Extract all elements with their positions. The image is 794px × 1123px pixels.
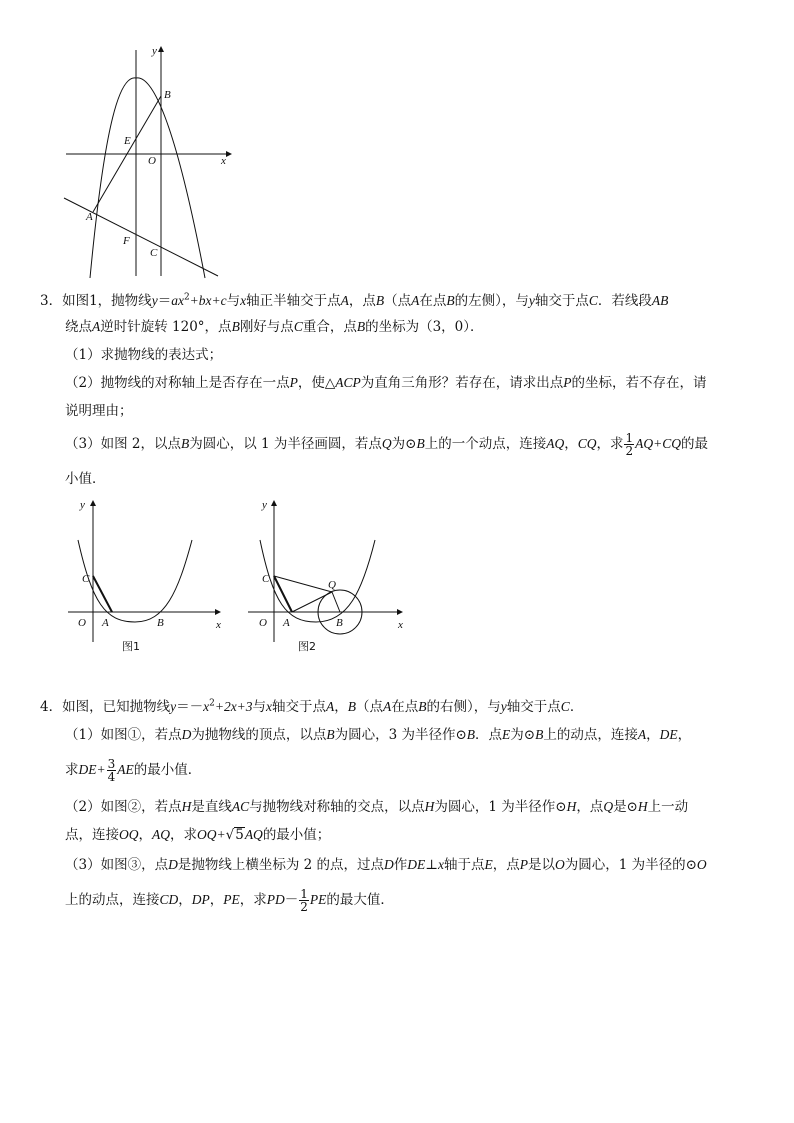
q3-line-2: 绕点A逆时针旋转 120°，点B刚好与点C重合，点B的坐标为（3，0）． <box>65 319 484 335</box>
label-e: E <box>124 135 131 147</box>
fraction-one-half-b: $\frac{1}{2}$ <box>300 887 308 914</box>
fig2-label-b: B <box>336 617 343 629</box>
q3-part-1: （1）求抛物线的表达式； <box>65 347 223 363</box>
fig2-label-c: C <box>262 573 270 585</box>
fraction-one-half: $\frac{1}{2}$ <box>625 431 634 458</box>
q4-part-2-line-2: 点，连接OQ，AQ，求OQ+√5AQ的最小值； <box>65 827 331 843</box>
fig2-y-arrow <box>271 500 277 506</box>
label-y: y <box>152 45 157 57</box>
q3-part-3-line-1: （3）如图 2，以点B为圆心，以 1 为半径画圆，若点Q为⊙B上的一个动点，连接AQ，CQ，求 $\frac{1}{2}$ AQ+CQ的最 <box>65 431 708 458</box>
fig2-label-x: x <box>398 619 403 631</box>
line-ac <box>64 198 218 276</box>
fig1-label-x: x <box>216 619 221 631</box>
fig2-label-a: A <box>283 617 290 629</box>
sqrt-five: 5 <box>235 827 244 843</box>
fig2-label-y: y <box>262 499 267 511</box>
q4-part-3-line-2: 上的动点，连接CD，DP，PE，求PD－ $\frac{1}{2}$ PE的最大值． <box>65 887 394 914</box>
q3-line-1: 3．如图1，抛物线$y=ax^2+bx+c$与x轴正半轴交于点A，点B（点A在点B的左侧），与y轴交于点C．若线段AB <box>40 292 669 309</box>
fig2-caption: 图2 <box>298 640 316 653</box>
fig1-caption: 图1 <box>122 640 140 653</box>
q4-part-1-line-2: 求DE+ $\frac{3}{4}$ AE的最小值． <box>65 757 202 784</box>
fig1-label-y: y <box>80 499 85 511</box>
q3-part-3-line-2: 小值． <box>65 471 106 487</box>
q3-part-2-line-1: （2）抛物线的对称轴上是否存在一点P，使△ACP为直角三角形？若存在，请求出点P的坐标，若不存在，请 <box>65 375 707 391</box>
q3-part-2-line-2: 说明理由； <box>65 403 133 419</box>
label-o: O <box>148 155 156 167</box>
fig2-segment-qb <box>332 592 340 612</box>
fig2-segment-cq <box>274 576 332 592</box>
q3-figure-2 <box>240 492 415 657</box>
fig2-label-q: Q <box>328 579 336 591</box>
x-axis-arrow <box>226 151 232 157</box>
label-f: F <box>123 235 130 247</box>
fig1-label-o: O <box>78 617 86 629</box>
fig2-segment-aq <box>292 592 332 612</box>
fig1-x-arrow <box>215 609 221 615</box>
q4-part-2-line-1: （2）如图②，若点H是直线AC与抛物线对称轴的交点，以点H为圆心，1 为半径作⊙H，点Q是⊙H上一动 <box>65 799 689 815</box>
q4-part-1-line-1: （1）如图①，若点D为抛物线的顶点，以点B为圆心，3 为半径作⊙B．点E为⊙B上的动点，连接A，DE， <box>65 727 692 743</box>
q3-figure-1 <box>60 492 230 657</box>
label-a: A <box>86 211 93 223</box>
q4-line-1: 4．如图，已知抛物线$y=-x^2+2x+3$与x轴交于点A，B（点A在点B的右侧），与y轴交于点C． <box>40 698 584 715</box>
parabola <box>90 78 205 278</box>
fig1-label-b: B <box>157 617 164 629</box>
label-b: B <box>164 89 171 101</box>
fig2-label-o: O <box>259 617 267 629</box>
label-c: C <box>150 247 158 259</box>
fig1-y-arrow <box>90 500 96 506</box>
fraction-three-quarters: $\frac{3}{4}$ <box>107 757 116 784</box>
top-figure <box>60 40 240 280</box>
q4-part-3-line-1: （3）如图③，点D是抛物线上横坐标为 2 的点，过点D作DE⊥x轴于点E，点P是以O为圆心，1 为半径的⊙O <box>65 857 707 873</box>
fig1-label-c: C <box>82 573 90 585</box>
fig1-label-a: A <box>102 617 109 629</box>
label-x: x <box>221 155 226 167</box>
fig2-x-arrow <box>397 609 403 615</box>
y-axis-arrow <box>158 46 164 52</box>
